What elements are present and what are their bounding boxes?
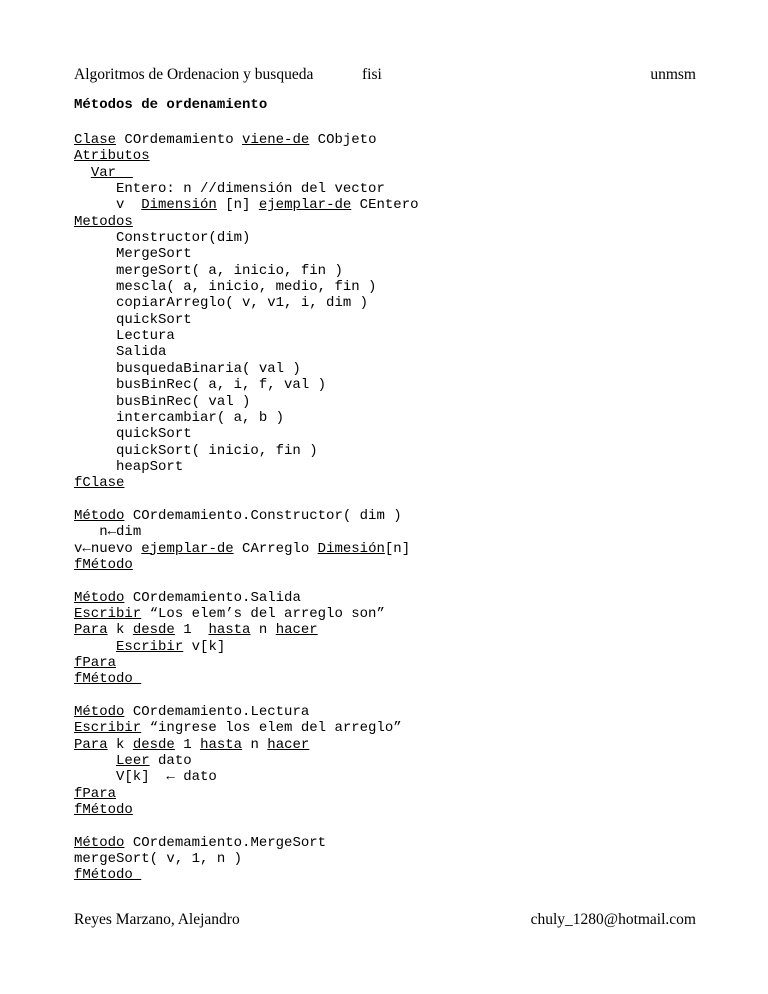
code-text: Entero: n //dimensión del vector (74, 181, 385, 198)
code-line (74, 590, 419, 606)
code-text: [n] (384, 540, 411, 557)
code-text: [n] (216, 197, 259, 214)
code-text: CEntero (351, 197, 419, 214)
code-line (74, 263, 419, 279)
code-line (74, 279, 419, 295)
keyword: Método (74, 507, 125, 524)
keyword: fClase (74, 475, 125, 492)
code-text: quickSort (74, 426, 192, 443)
keyword: Método (74, 704, 125, 721)
code-text (74, 753, 116, 769)
code-text: k (107, 622, 133, 639)
code-line (74, 246, 419, 262)
code-line (74, 704, 419, 720)
keyword: Leer (116, 753, 150, 770)
keyword: Escribir (116, 638, 184, 655)
code-text: quickSort( inicio, fin ) (74, 442, 318, 459)
code-line (74, 769, 419, 785)
keyword: fMétodo (74, 802, 133, 819)
code-text: v (74, 540, 83, 557)
code-line (74, 867, 419, 883)
code-text: COrdemamiento (116, 132, 243, 148)
code-text (74, 639, 116, 655)
code-text: copiarArreglo( v, v1, i, dim ) (74, 295, 369, 312)
code-text: COrdemamiento.Salida (124, 589, 301, 606)
code-line (74, 606, 419, 622)
code-text: ← (107, 524, 117, 541)
code-line (74, 475, 419, 491)
code-text: Constructor(dim) (74, 230, 251, 247)
keyword: hacer (275, 622, 318, 639)
code-text: CArreglo (233, 540, 318, 557)
code-line (74, 230, 419, 246)
code-text: ← (82, 540, 91, 557)
code-text: n (74, 524, 108, 541)
keyword: Método (74, 834, 125, 851)
code-line (74, 524, 419, 540)
code-text: n (250, 622, 276, 639)
code-text: COrdemamiento.Constructor( dim ) (124, 507, 402, 524)
code-line (74, 639, 419, 655)
code-text: busBinRec( val ) (74, 393, 251, 410)
code-line (74, 377, 419, 393)
keyword: desde (132, 736, 175, 753)
code-text: k (107, 736, 133, 753)
code-text: CObjeto (309, 132, 377, 148)
code-text: heapSort (74, 458, 184, 475)
code-line (74, 197, 419, 213)
keyword: viene-de (242, 132, 310, 148)
keyword: Clase (74, 132, 117, 148)
keyword: hasta (208, 622, 251, 639)
pseudocode-block (74, 132, 419, 884)
code-line (74, 181, 419, 197)
keyword: Var (90, 164, 133, 181)
code-text: mescla( a, inicio, medio, fin ) (74, 279, 377, 296)
code-line (74, 328, 419, 344)
code-line (74, 295, 419, 311)
code-text: busquedaBinaria( val ) (74, 360, 301, 377)
code-text: “ingrese los elem del arreglo” (141, 720, 402, 737)
keyword: Escribir (74, 605, 142, 622)
code-text: v (74, 197, 142, 214)
code-text: dato (174, 769, 217, 786)
keyword: Metodos (74, 213, 133, 230)
document-title: Métodos de ordenamiento (74, 97, 268, 113)
keyword: hacer (267, 736, 310, 753)
code-text: dim (116, 524, 142, 541)
keyword: fPara (74, 785, 117, 802)
code-line (74, 443, 419, 459)
keyword: Para (74, 622, 108, 639)
code-text (74, 165, 91, 181)
code-text: Salida (74, 344, 167, 361)
code-text: dato (149, 753, 192, 770)
header-center: fisi (362, 66, 382, 83)
code-line (74, 508, 419, 524)
keyword: ejemplar-de (141, 540, 234, 557)
code-line (74, 655, 419, 671)
code-line (74, 737, 419, 753)
keyword: Dimesión (317, 540, 385, 557)
code-text: 1 (174, 622, 209, 639)
code-text: quickSort (74, 311, 192, 328)
code-line (74, 165, 419, 181)
blank-line (74, 573, 419, 589)
footer-author: Reyes Marzano, Alejandro (74, 911, 240, 928)
code-text: V[k] (74, 769, 167, 786)
code-line (74, 132, 419, 148)
code-line (74, 541, 419, 557)
code-text: busBinRec( a, i, f, val ) (74, 377, 327, 394)
keyword: fMétodo (74, 556, 133, 573)
code-text: mergeSort( v, 1, n ) (74, 851, 243, 868)
code-text: intercambiar( a, b ) (74, 409, 285, 426)
code-text: nuevo (90, 540, 142, 557)
code-text: Lectura (74, 328, 175, 345)
code-line (74, 361, 419, 377)
code-line (74, 426, 419, 442)
code-line (74, 851, 419, 867)
blank-line (74, 818, 419, 834)
keyword: fMétodo (74, 671, 142, 688)
keyword: ejemplar-de (258, 197, 352, 214)
code-line (74, 671, 419, 687)
code-line (74, 786, 419, 802)
code-text: 1 (174, 736, 201, 753)
keyword: desde (132, 622, 175, 639)
code-text: COrdemamiento.Lectura (124, 704, 310, 721)
code-text: COrdemamiento.MergeSort (124, 834, 327, 851)
code-text: mergeSort( a, inicio, fin ) (74, 262, 343, 279)
keyword: hasta (200, 736, 243, 753)
keyword: Para (74, 736, 108, 753)
header-right: unmsm (650, 66, 696, 83)
code-text: n (242, 736, 268, 753)
keyword: Dimensión (141, 197, 217, 214)
keyword: Método (74, 589, 125, 606)
code-line (74, 622, 419, 638)
code-line (74, 410, 419, 426)
code-line (74, 148, 419, 164)
code-line (74, 720, 419, 736)
code-line (74, 835, 419, 851)
code-text: v[k] (183, 638, 226, 655)
code-text: MergeSort (74, 246, 192, 263)
code-text: ← (166, 769, 175, 786)
keyword: Escribir (74, 720, 142, 737)
blank-line (74, 688, 419, 704)
keyword: Atributos (74, 148, 150, 165)
code-line (74, 557, 419, 573)
code-line (74, 344, 419, 360)
code-line (74, 802, 419, 818)
code-line (74, 214, 419, 230)
footer-email: chuly_1280@hotmail.com (530, 911, 696, 928)
header-left: Algoritmos de Ordenacion y busqueda (74, 66, 314, 83)
blank-line (74, 492, 419, 508)
keyword: fMétodo (74, 867, 142, 884)
code-line (74, 753, 419, 769)
code-line (74, 459, 419, 475)
code-line (74, 394, 419, 410)
code-text: “Los elem’s del arreglo son” (141, 605, 385, 622)
keyword: fPara (74, 655, 117, 671)
code-line (74, 312, 419, 328)
